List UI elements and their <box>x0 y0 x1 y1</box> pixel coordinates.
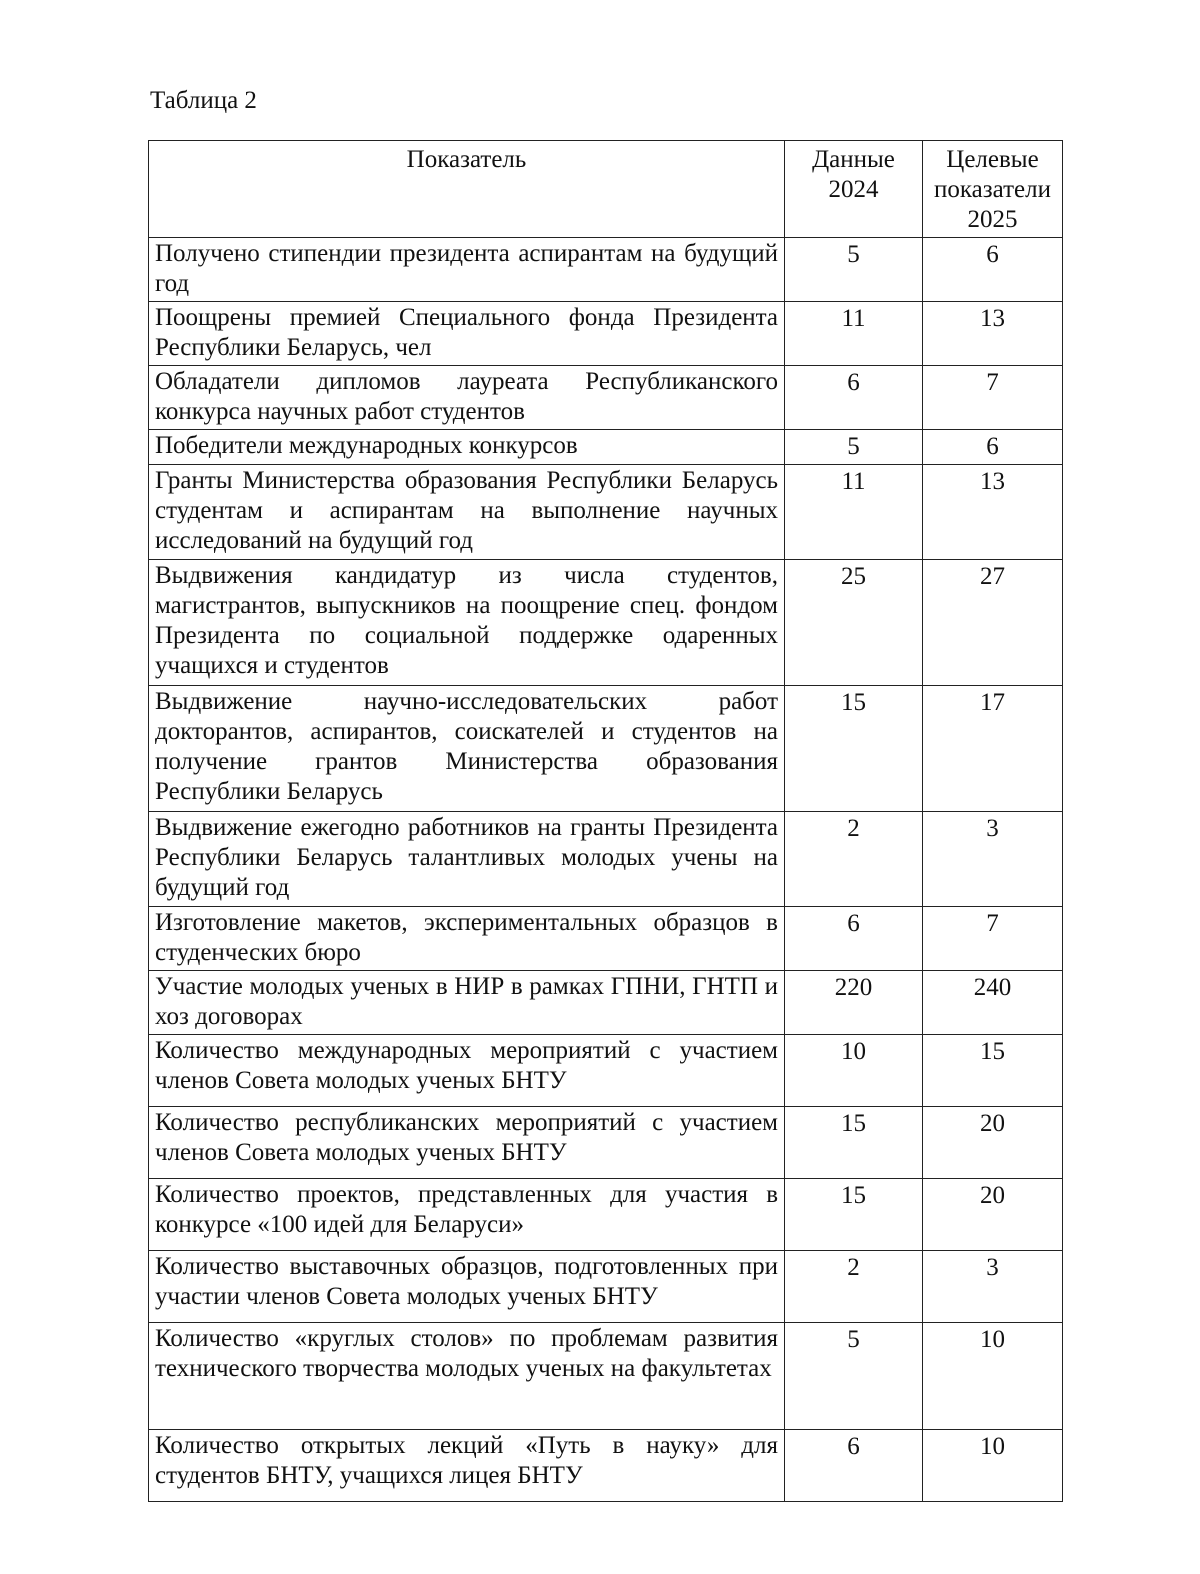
table-row <box>149 971 1063 1035</box>
table-row <box>149 1323 1063 1430</box>
table-row <box>149 465 1063 560</box>
cell-data-2024: 11 <box>785 302 923 366</box>
cell-data-2024: 2 <box>785 812 923 907</box>
cell-indicator: Изготовление макетов, экспериментальных образцов в студенческих бюро <box>149 907 785 971</box>
table-row <box>149 366 1063 430</box>
table-row <box>149 430 1063 465</box>
cell-data-2024: 6 <box>785 1430 923 1502</box>
cell-indicator: Получено стипендии президента аспирантам на будущий год <box>149 238 785 302</box>
table-caption: Таблица 2 <box>150 87 257 114</box>
cell-target-2025: 6 <box>923 430 1063 465</box>
cell-indicator: Количество выставочных образцов, подготовленных при участии членов Совета молодых ученых БНТУ <box>149 1251 785 1323</box>
header-target-2025: Целевые показатели 2025 <box>923 141 1063 238</box>
cell-target-2025: 13 <box>923 465 1063 560</box>
table-row <box>149 686 1063 812</box>
indicators-table <box>148 140 1063 1502</box>
cell-data-2024: 11 <box>785 465 923 560</box>
cell-target-2025: 20 <box>923 1107 1063 1179</box>
table-header-row <box>149 141 1063 238</box>
cell-indicator: Количество открытых лекций «Путь в науку» для студентов БНТУ, учащихся лицея БНТУ <box>149 1430 785 1502</box>
cell-indicator: Количество «круглых столов» по проблемам развития технического творчества молодых ученых на факультетах <box>149 1323 785 1430</box>
cell-target-2025: 17 <box>923 686 1063 812</box>
cell-indicator: Выдвижение ежегодно работников на гранты Президента Республики Беларусь талантливых молодых учены на будущий год <box>149 812 785 907</box>
cell-data-2024: 6 <box>785 366 923 430</box>
table-row <box>149 302 1063 366</box>
cell-data-2024: 2 <box>785 1251 923 1323</box>
cell-target-2025: 20 <box>923 1179 1063 1251</box>
table-row <box>149 1107 1063 1179</box>
cell-indicator: Количество республиканских мероприятий с участием членов Совета молодых ученых БНТУ <box>149 1107 785 1179</box>
table-row <box>149 1251 1063 1323</box>
table-row <box>149 1430 1063 1502</box>
cell-data-2024: 10 <box>785 1035 923 1107</box>
table-row <box>149 560 1063 686</box>
cell-target-2025: 3 <box>923 1251 1063 1323</box>
cell-indicator: Количество проектов, представленных для участия в конкурсе «100 идей для Беларуси» <box>149 1179 785 1251</box>
cell-indicator: Гранты Министерства образования Республики Беларусь студентам и аспирантам на выполнение научных исследований на будущий год <box>149 465 785 560</box>
cell-target-2025: 27 <box>923 560 1063 686</box>
cell-data-2024: 220 <box>785 971 923 1035</box>
cell-data-2024: 5 <box>785 430 923 465</box>
header-data-2024: Данные 2024 <box>785 141 923 238</box>
cell-data-2024: 5 <box>785 238 923 302</box>
cell-target-2025: 10 <box>923 1430 1063 1502</box>
table-row <box>149 238 1063 302</box>
cell-target-2025: 10 <box>923 1323 1063 1430</box>
cell-target-2025: 7 <box>923 907 1063 971</box>
cell-indicator: Участие молодых ученых в НИР в рамках ГПНИ, ГНТП и хоз договорах <box>149 971 785 1035</box>
table-row <box>149 1035 1063 1107</box>
cell-indicator: Выдвижения кандидатур из числа студентов, магистрантов, выпускников на поощрение спец. фондом Президента по социальной поддержке одаренных учащихся и студентов <box>149 560 785 686</box>
cell-data-2024: 6 <box>785 907 923 971</box>
cell-indicator: Поощрены премией Специального фонда Президента Республики Беларусь, чел <box>149 302 785 366</box>
cell-target-2025: 13 <box>923 302 1063 366</box>
table-row <box>149 812 1063 907</box>
table-row <box>149 907 1063 971</box>
cell-target-2025: 15 <box>923 1035 1063 1107</box>
cell-indicator: Победители международных конкурсов <box>149 430 785 465</box>
cell-data-2024: 15 <box>785 1107 923 1179</box>
cell-data-2024: 5 <box>785 1323 923 1430</box>
cell-target-2025: 3 <box>923 812 1063 907</box>
cell-indicator: Выдвижение научно-исследовательских работ докторантов, аспирантов, соискателей и студентов на получение грантов Министерства образования Республики Беларусь <box>149 686 785 812</box>
cell-target-2025: 6 <box>923 238 1063 302</box>
header-indicator: Показатель <box>149 141 785 238</box>
cell-data-2024: 15 <box>785 1179 923 1251</box>
table-row <box>149 1179 1063 1251</box>
cell-indicator: Количество международных мероприятий с участием членов Совета молодых ученых БНТУ <box>149 1035 785 1107</box>
cell-target-2025: 240 <box>923 971 1063 1035</box>
cell-data-2024: 25 <box>785 560 923 686</box>
cell-data-2024: 15 <box>785 686 923 812</box>
cell-target-2025: 7 <box>923 366 1063 430</box>
cell-indicator: Обладатели дипломов лауреата Республиканского конкурса научных работ студентов <box>149 366 785 430</box>
